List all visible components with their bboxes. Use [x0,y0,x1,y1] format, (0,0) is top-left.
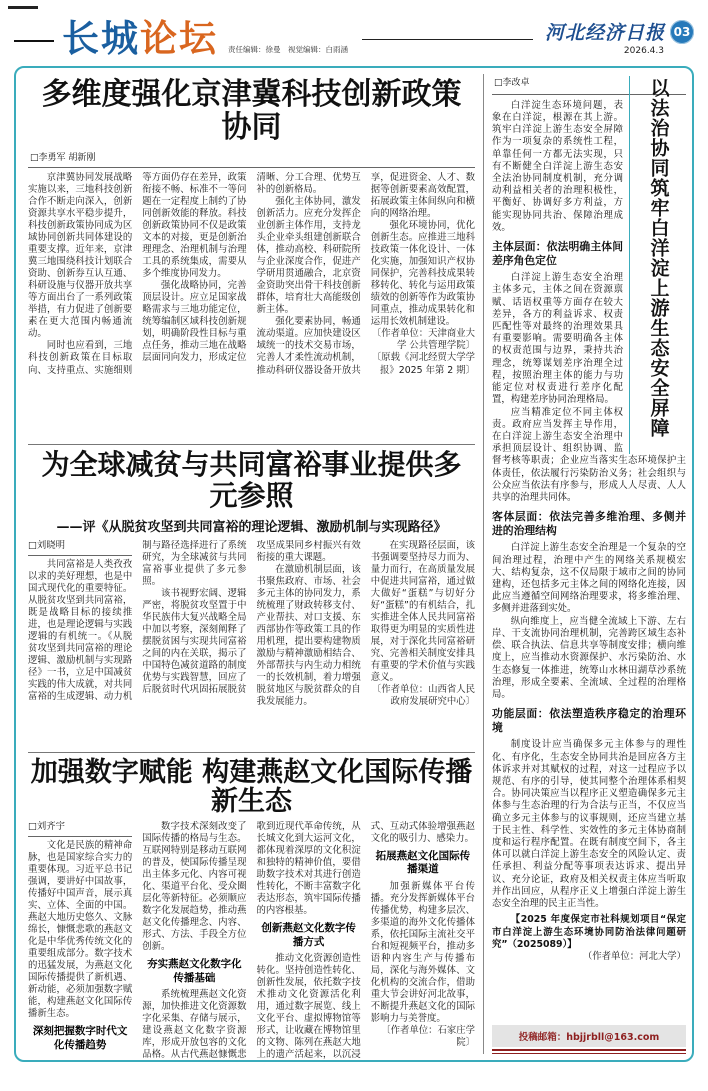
masthead-block [545,18,694,56]
article1-author-unit: 〔作者单位：天津商业大学 公共管理学院〕 [371,328,475,352]
article3-paragraph: 推动文化资源创造性转化。坚持创造性转化、创新性发展，依托数字技术推动文化资源活化利用，通过数字展览、线上文化平台、虚拟博物馆等形式，让收藏在博物馆里的文物、陈列在燕赵大地上的遗产活起来，以沉浸式、互动式体验增强燕赵文化的吸引力、感染力。 [256,820,475,1061]
article3-paragraph: 加强新媒体平台传播。充分发挥新媒体平台传播优势，构建多层次、多渠道的海外文化传播体系，依托国际主流社交平台和短视频平台，推动多语种内容生产与传播布局，深化与海外媒体、文化机构的交流合作，借助重大节会讲好河北故事，不断提升燕赵文化的国际影响力与美誉度。 [370,880,475,1025]
article-digital-culture [28,758,475,1062]
article-baiyangdian [492,76,686,1019]
article1-paragraph: 强化主体协同，激发创新活力。应充分发挥企业创新主体作用，支持龙头企业牵头组建创新联合体，推动高校、科研院所与企业深度合作，促进产学研用贯通融合，北京资金资助突出骨干科技创新群体，培育壮大高能级创新主体。 [256,196,361,316]
section-title [62,18,218,58]
vertical-headline-box [629,76,686,454]
editor-credits: 责任编辑：徐曼 视觉编辑：白雨涵 [228,45,348,54]
article-divider [28,752,475,753]
article3-subhead: 夯实燕赵文化数字化传播基础 [147,958,242,984]
header-horizontal-rule [362,39,533,40]
page-number-badge: 03 [670,20,694,44]
article3-author-unit: 〔作者单位：石家庄学院〕 [381,1025,475,1049]
article-right-paragraph: 白洋淀生态环境问题，表象在白洋淀，根源在其上游。筑牢白洋淀上游生态安全屏障作为一项复杂的系统性工程，单靠任何一方都无法实现，只有不断健全白洋淀上游生态安全法治协同制度机制，充分调动利益相关者的治理积极性，平衡好、协调好多方利益，方能实现协同共治、保障治理成效。 [492,99,623,233]
article3-byline: □刘齐宇 [28,821,132,837]
article-right-paragraph: 应当精准定位不同主体权责。政府应当发挥主导作用，在白洋淀上游生态安全治理中承担顶层设计、组织协调、监督考核等职责；企业应当落实生态环境保护主体责任，依法履行污染防治义务；社会组织与公众应当依法有序参与，形成人人尽责、人人共享的治理共同体。 [492,406,686,504]
article1-paragraph: 强化战略协同，完善顶层设计。应立足国家战略需求与三地功能定位，统筹编制区域科技创新规划，明确阶段性目标与重点任务，推动三地在战略层面同向发力，形成定位清晰、分工合理、优势互补的创新格局。 [142,172,361,364]
article-science-policy [28,78,475,438]
section-title-part2: 论坛 [140,16,218,60]
page-trim-mark [8,6,38,9]
article3-subhead: 深刻把握数字时代文化传播趋势 [32,1025,128,1051]
article3-headline: 加强数字赋能 构建燕赵文化国际传播新生态 [30,756,473,818]
article1-paragraph: 强化要素协同，畅通流动渠道。应加快建设区域统一的技术交易市场，完善人才柔性流动机制，推动科研仪器设备开放共享，促进资金、人才、数据等创新要素高效配置，拓展政策主体间纵向和横向的网络治理。 [256,172,475,376]
article-right-paragraph: 制度设计应当确保多元主体参与的理性化、有序化，生态安全协同共治是回应各方主体诉求并对其赋权的过程，对这一过程应予以规范、有序的引导，使其同整个治理体系相契合。协同决策应当以程序正义塑造确保多元主体参与生态治理的行为合法与正当，不仅应当确立多元主体参与的议事规则，还应当建立基于民主性、科学性、实效性的多元主体协商制度和运行程序配置。在既有制度空间下，各主体可以就白洋淀上游生态安全的风险认定、责任承担、利益分配等事项表达诉求、提出异议、充分论证，政府及相关权责主体应当听取并作出回应，从程序正义上增强白洋淀上游生态安全治理的民主正当性。 [492,739,686,910]
article-right-paragraph: 白洋淀上游生态安全治理主体多元，主体之间在资源禀赋、话语权重等方面存在较大差异，各方的利益诉求、权责匹配性等对最终的治理效果具有重要影响。需要明确各主体的权责范围与边界，秉持共治理念，统筹谋划差序治理全过程，按照治理主体的能力与功能定位对权责进行差序化配置，构建差序协同治理格局。 [492,272,623,406]
article-right-subhead: 客体层面：依法完善多维治理、多侧并进的治理结构 [492,510,686,538]
article3-paragraph: 数字技术深刻改变了国际传播的格局与生态。互联网特别是移动互联网的普及，使国际传播呈现出主体多元化、内容可视化、渠道平台化、受众圈层化等新特征。必须顺应数字化发展趋势，推动燕赵文化传播理念、内容、形式、方法、手段全方位创新。 [142,820,247,953]
article-divider [28,444,475,445]
article-right-subhead: 功能层面：依法塑造秩序稳定的治理环境 [492,707,686,735]
article1-headline: 多维度强化京津冀科技创新政策协同 [41,77,462,145]
article-right-paragraph: 纵向维度上，应当健全流域上下游、左右岸、干支流协同治理机制，完善跨区域生态补偿、联合执法、信息共享等制度安排；横向维度上，应当推动水资源保护、水污染防治、水生态修复一体推进，统筹山水林田湖草沙系统治理，形成全要素、全流域、全过程的治理格局。 [492,615,686,700]
article2-paragraph: 该书视野宏阔、逻辑严密，将脱贫攻坚置于中华民族伟大复兴战略全局中加以考察，深刻阐释了摆脱贫困与实现共同富裕之间的内在关联，揭示了中国特色减贫道路的制度优势与实践智慧，回应了后脱贫时代巩固拓展脱贫攻坚成果同乡村振兴有效衔接的重大课题。 [142,539,361,695]
article-right-project-note: 【2025 年度保定市社科规划项目“保定市白洋淀上游生态环境协同防治法律问题研究”（2025089）】 [492,914,686,950]
article1-paragraph: 强化环境协同，优化创新生态。应推进三地科技政策一体化设计、一体化实施，加强知识产权协同保护，完善科技成果转移转化、转化与运用政策绩效的创新等作为政策协同重点，推动成果转化和运用长效机制建设。 [370,220,475,328]
submission-email-bar: 投稿邮箱：hbjjrbll@163.com [492,1025,686,1047]
article2-body [28,540,475,746]
article2-subtitle: ——评《从脱贫攻坚到共同富裕的理论逻辑、激励机制与实现路径》 [56,519,447,535]
section-title-part1: 长城 [62,16,140,60]
article2-byline: □刘晓明 [28,540,132,556]
masthead-title: 河北经济日报 [544,22,665,44]
submission-footer [492,1025,686,1054]
article-book-review [28,450,475,746]
article1-byline: □李勇军 胡新刚 [28,148,475,168]
article-right-paragraph: 白洋淀上游生态安全治理是一个复杂的空间治理过程，治理中产生的网络关系规模宏大、结构复杂，这不仅局限于域市之间的协同建构，还包括多元主体之间的网络化连接，因此应当遵循空间网络治理要求，将多维治理、多侧并进落到实处。 [492,542,686,615]
header-dash-rule [14,40,54,42]
article1-body [28,172,475,438]
article3-body [28,821,475,1062]
article2-author-unit: 〔作者单位：山西省人民政府发展研究中心〕 [371,683,475,707]
article2-headline: 为全球减贫与共同富裕事业提供多元参照 [41,448,462,512]
article3-paragraph: 文化是民族的精神命脉，也是国家综合实力的重要体现。习近平总书记强调，要讲好中国故事，传播好中国声音，展示真实、立体、全面的中国。燕赵大地历史悠久、文脉绵长，慷慨悲歌的燕赵文化是中华优秀传统文化的重要组成部分。数字技术的迅猛发展，为燕赵文化国际传播提供了新机遇、新动能，必须加强数字赋能，构建燕赵文化国际传播新生态。 [28,840,133,1020]
article2-paragraph: 在激励机制层面，该书聚焦政府、市场、社会多元主体的协同发力，系统梳理了财政转移支付、产业帮扶、对口支援、东西部协作等政策工具的作用机理，提出要构建物质激励与精神激励相结合、外部帮扶与内生动力相统一的长效机制，着力增强脱贫地区与脱贫群众的自我发展能力。 [256,563,361,707]
article-right-author-unit: （作者单位：河北大学） [582,951,686,962]
page-header [14,18,694,64]
left-column-region [26,74,484,1061]
article1-paragraph: 京津冀协同发展战略实施以来，三地科技创新合作不断走向深入，创新资源共享水平稳步提升，科技创新政策协同成为区域协同创新共同体建设的重要支撑。近年来，京津冀三地围绕科技计划联合资助、创新券互认互通、科研设施与仪器开放共享等方面出台了一系列政策举措，有力促进了创新要素在更大范围内畅通流动。 [28,172,133,340]
article3-subhead: 创新燕赵文化数字传播方式 [261,922,356,948]
footer-double-rule [492,1049,686,1054]
article-right-byline: □李改卓 [492,76,686,95]
article-right-subhead: 主体层面：依法明确主体间差序角色定位 [492,240,623,268]
article-right-vertical-headline: 以法治协同筑牢白洋淀上游生态安全屏障 [647,78,670,438]
article2-paragraph: 在实现路径层面，该书强调要坚持尽力而为、量力而行，在高质量发展中促进共同富裕，通过做大做好“蛋糕”与切好分好“蛋糕”的有机结合，扎实推进全体人民共同富裕取得更为明显的实质性进展，对于深化共同富裕研究、完善相关制度安排具有重要的学术价值与实践意义。 [370,539,475,683]
page-date: 2026.4.3 [623,46,664,56]
article3-subhead: 拓展燕赵文化国际传播渠道 [375,850,471,876]
right-column-region [484,74,688,1054]
article3-paragraph: 系统梳理燕赵文化资源，加快推进文化资源数字化采集、存储与展示，建设燕赵文化数字资源库，形成开放包容的文化品格。从古代燕赵慷慨悲歌到近现代革命传统，从长城文化到大运河文化，都体现着深厚的文化积淀和独特的精神价值，要借助数字技术对其进行创造性转化，不断丰富数字化表达形态，筑牢国际传播的内容根基。 [142,820,361,1061]
article2-paragraph: 共同富裕是人类孜孜以求的美好理想，也是中国式现代化的重要特征。从脱贫攻坚到共同富裕，既是战略目标的接续推进，也是理论逻辑与实践逻辑的有机统一。《从脱贫攻坚到共同富裕的理论逻辑、激励机制与实现路径》一书，立足中国减贫实践的伟大成就，对共同富裕的生成逻辑、动力机制与路径选择进行了系统研究，为全球减贫与共同富裕事业提供了多元参照。 [28,539,247,702]
article1-paragraph: 同时也应看到，三地科技创新政策在目标取向、支持重点、实施细则等方面仍存在差异，政策衔接不畅、标准不一等问题在一定程度上制约了协同创新效能的释放。科技创新政策协同不仅是政策文本的对接，更是创新治理理念、治理机制与治理工具的系统集成，需要从多个维度协同发力。 [28,172,247,376]
content-box [14,66,694,1062]
article1-source-citation: 〔原载《河北经贸大学学报》2025 年第 2 期〕 [371,352,475,376]
